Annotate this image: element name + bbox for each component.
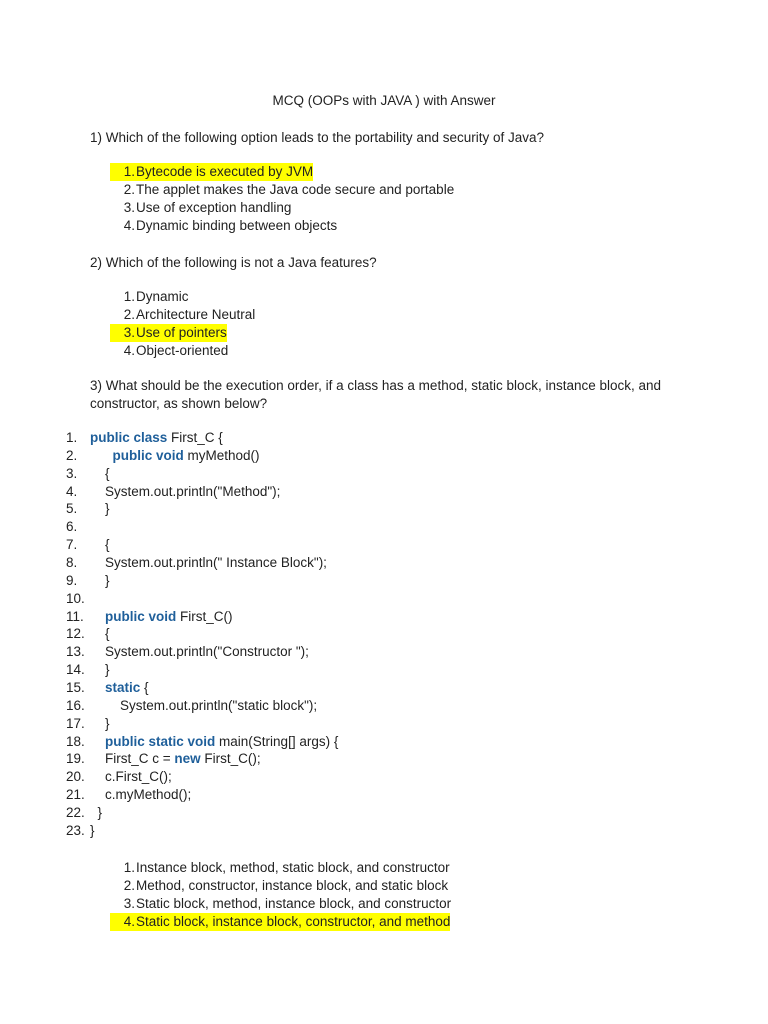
code-line [66,590,338,608]
code-text: First_C c = [105,751,175,767]
code-line-number: 15. [66,680,85,696]
code-indent [90,698,120,713]
code-text: c.myMethod(); [105,787,192,803]
code-keyword: public static void [105,733,216,749]
code-text: } [105,662,110,678]
code-line-number: 5. [66,501,78,517]
code-line [66,697,338,715]
code-text: } [105,715,110,731]
code-line-number: 18. [66,733,85,749]
code-line-number: 10. [66,590,85,606]
code-line [66,804,338,822]
code-line [66,572,338,590]
code-line [66,465,338,483]
code-line-number: 7. [66,537,78,553]
code-line-number: 12. [66,626,85,642]
code-text: } [105,501,110,517]
code-line-number: 14. [66,662,85,678]
code-line [66,661,338,679]
code-line-number: 23. [66,822,85,838]
code-text: } [105,572,110,588]
code-line [66,733,338,751]
code-line-number: 9. [66,572,78,588]
code-keyword: static [105,680,141,696]
code-line-number: 17. [66,715,85,731]
code-keyword: new [174,751,201,767]
code-line-number: 22. [66,805,85,821]
code-line-number: 8. [66,555,78,571]
code-text: } [90,822,95,838]
code-indent [90,805,98,820]
option-3-1: 1.Instance block, method, static block, and constructor [123,860,450,875]
code-line [66,536,338,554]
code-keyword: public class [90,430,168,445]
code-text: System.out.println(" Instance Block"); [105,555,327,571]
code-indent [90,662,105,677]
code-keyword: public void [105,608,177,624]
code-text: myMethod() [183,447,260,463]
code-line [66,625,338,643]
code-line-number: 21. [66,787,85,803]
option-2-2: 2.Architecture Neutral [123,307,256,322]
code-text: { [140,680,149,696]
code-indent [90,751,105,766]
question-2-options [110,288,255,360]
code-line-number: 19. [66,751,85,767]
code-line [66,786,338,804]
option-1-3: 3.Use of exception handling [123,200,292,215]
code-line-number: 3. [66,465,78,481]
question-3-text: 3) What should be the execution order, if a class has a method, static block, instance block, and constructor, as shown below? [90,378,662,411]
code-text: { [105,537,110,553]
code-line-number: 16. [66,697,85,713]
code-line [66,518,338,536]
code-listing [66,429,338,840]
code-line-number: 13. [66,644,85,660]
code-indent [90,734,105,749]
code-text: { [105,626,110,642]
code-text: System.out.println("Constructor "); [105,644,309,660]
code-line [66,554,338,572]
option-3-3: 3.Static block, method, instance block, and constructor [123,896,452,911]
code-indent [90,680,105,695]
document-title: MCQ (OOPs with JAVA ) with Answer [272,93,496,108]
code-line [66,768,338,786]
code-indent [90,573,105,588]
code-line [66,500,338,518]
code-keyword: public void [112,447,184,463]
option-1-2: 2.The applet makes the Java code secure and portable [123,182,455,197]
option-1-4: 4.Dynamic binding between objects [123,218,338,233]
code-text: c.First_C(); [105,769,172,785]
question-1-options [110,163,454,235]
code-indent [90,644,105,659]
code-indent [90,716,105,731]
code-line [66,608,338,626]
question-3-options [110,859,451,931]
code-indent [90,466,105,481]
code-line [66,822,338,840]
question-1-text: 1) Which of the following option leads to the portability and security of Java? [90,130,545,145]
code-text: System.out.println("static block"); [120,697,318,713]
code-text: } [97,805,103,821]
code-line [66,483,338,501]
code-text: System.out.println("Method"); [105,483,281,499]
code-line-number: 1. [66,430,78,445]
code-indent [90,787,105,802]
code-line [66,643,338,661]
option-3-2: 2.Method, constructor, instance block, and static block [123,878,449,893]
code-indent [90,501,105,516]
code-indent [90,769,105,784]
code-text: main(String[] args) { [215,733,339,749]
code-text: First_C(); [200,751,261,767]
code-line-number: 20. [66,769,85,785]
code-line-number: 4. [66,483,78,499]
code-text: First_C { [167,430,223,445]
code-line [66,750,338,768]
option-1-1: 1.Bytecode is executed by JVM [110,163,454,181]
option-2-1: 1.Dynamic [123,289,189,304]
option-3-4: 4.Static block, instance block, constructor, and method [110,913,451,931]
code-line [66,447,338,465]
code-line-number: 2. [66,447,78,463]
code-indent [90,609,105,624]
code-line-number: 11. [66,608,84,624]
option-2-4: 4.Object-oriented [123,343,229,358]
question-2-text: 2) Which of the following is not a Java features? [90,255,377,270]
code-text: First_C() [176,608,233,624]
code-line [66,429,338,447]
code-indent [90,555,105,570]
code-indent [90,537,105,552]
code-line [66,715,338,733]
code-indent [90,484,105,499]
code-line-number: 6. [66,519,78,535]
code-text: { [105,465,110,481]
code-indent [90,626,105,641]
option-2-3: 3.Use of pointers [110,324,255,342]
code-indent [90,448,113,463]
code-line [66,679,338,697]
